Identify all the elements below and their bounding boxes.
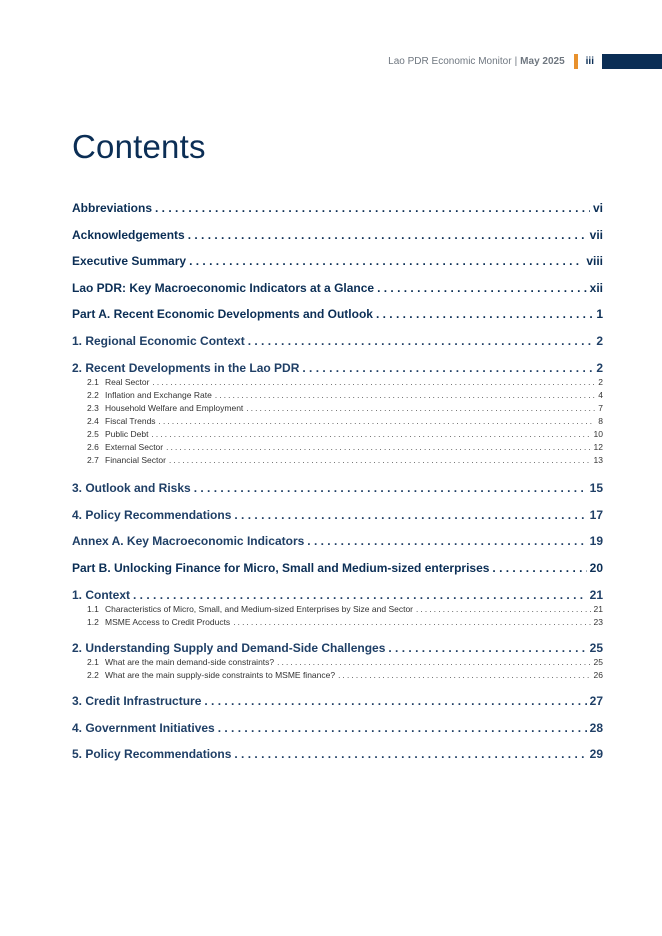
toc-subentry-number: 2.2 [87, 670, 99, 680]
toc-subentry-page: 26 [593, 670, 603, 680]
toc-entry-page: 29 [589, 747, 603, 761]
toc-entry-abbreviations[interactable] [72, 201, 603, 215]
toc-subentry-page: 25 [593, 657, 603, 667]
toc-entry-outlook-risks[interactable] [72, 481, 603, 495]
toc-entry-supply-demand[interactable] [72, 641, 603, 655]
toc-subentry-msme-credit[interactable] [72, 617, 603, 627]
toc-entry-context[interactable] [72, 588, 603, 602]
toc-entry-label: Executive Summary [72, 254, 187, 268]
dot-leader [194, 481, 587, 495]
toc-entry-label: Part B. Unlocking Finance for Micro, Small and Medium-sized enterprises [72, 561, 490, 575]
dot-leader [166, 443, 590, 452]
toc-entry-label: Abbreviations [72, 201, 153, 215]
toc-subentry-page: 21 [593, 604, 603, 614]
toc-subentry-number: 2.3 [87, 403, 99, 413]
toc-subentry-page: 23 [593, 617, 603, 627]
toc-entry-page: 1 [596, 307, 603, 321]
toc-subentry-label: Real Sector [105, 377, 150, 387]
toc-entry-page: viii [586, 254, 603, 268]
toc-subentry-msme-characteristics[interactable] [72, 604, 603, 614]
dot-leader [302, 361, 593, 375]
toc-entry-label: 3. Outlook and Risks [72, 481, 191, 495]
toc-subentry-household-welfare[interactable] [72, 403, 603, 413]
toc-subentry-page: 10 [593, 429, 603, 439]
toc-subentry-label: Fiscal Trends [105, 416, 156, 426]
toc-subentry-label: External Sector [105, 442, 164, 452]
toc-subentry-external-sector[interactable] [72, 442, 603, 452]
publication-date: May 2025 [520, 56, 565, 67]
toc-entry-government-initiatives[interactable] [72, 721, 603, 735]
toc-entry-page: 17 [589, 508, 603, 522]
toc-entry-label: 4. Government Initiatives [72, 721, 215, 735]
dot-leader [248, 334, 594, 348]
toc-entry-page: 20 [589, 561, 603, 575]
dot-leader [233, 618, 590, 627]
toc-entry-executive-summary[interactable] [72, 254, 603, 268]
dot-leader [307, 534, 586, 548]
toc-entry-label: 2. Recent Developments in the Lao PDR [72, 361, 300, 375]
toc-subentry-page: 13 [593, 455, 603, 465]
toc-subentry-public-debt[interactable] [72, 429, 603, 439]
toc-entry-page: vi [592, 201, 603, 215]
toc-subentry-label: MSME Access to Credit Products [105, 617, 231, 627]
toc-subentry-inflation[interactable] [72, 390, 603, 400]
toc-entry-part-b[interactable] [72, 561, 603, 575]
toc-subentry-page: 12 [593, 442, 603, 452]
toc-subentry-number: 1.2 [87, 617, 99, 627]
toc-entry-regional-context[interactable] [72, 334, 603, 348]
toc-entry-page: 27 [589, 694, 603, 708]
dot-leader [133, 588, 587, 602]
toc-subentry-number: 2.2 [87, 390, 99, 400]
toc-entry-page: 25 [589, 641, 603, 655]
toc-entry-label: 5. Policy Recommendations [72, 747, 232, 761]
toc-subentry-label: Public Debt [105, 429, 149, 439]
dot-leader [376, 307, 593, 321]
toc-subentry-page: 8 [598, 416, 603, 426]
toc-subentry-label: Household Welfare and Employment [105, 403, 244, 413]
toc-subentry-label: What are the main demand-side constraints? [105, 657, 275, 667]
toc-entry-label: Acknowledgements [72, 228, 185, 242]
toc-entry-label: Lao PDR: Key Macroeconomic Indicators at a Glance [72, 281, 375, 295]
toc-entry-label: 3. Credit Infrastructure [72, 694, 202, 708]
toc-entry-annex-a[interactable] [72, 534, 603, 548]
toc-subentry-label: Inflation and Exchange Rate [105, 390, 212, 400]
page-title: Contents [72, 128, 206, 165]
toc-subentry-label: Financial Sector [105, 455, 166, 465]
toc-entry-part-a[interactable] [72, 307, 603, 321]
dot-leader [234, 508, 586, 522]
toc-entry-label: 1. Context [72, 588, 131, 602]
toc-subentry-label: What are the main supply-side constraints to MSME finance? [105, 670, 336, 680]
toc-subentry-page: 7 [598, 403, 603, 413]
toc-subentry-demand-constraints[interactable] [72, 657, 603, 667]
page-number: iii [585, 56, 594, 67]
toc-entry-label: 2. Understanding Supply and Demand-Side Challenges [72, 641, 386, 655]
dot-leader [234, 747, 586, 761]
toc-subentry-number: 2.1 [87, 657, 99, 667]
toc-subentry-page: 4 [598, 390, 603, 400]
toc-entry-page: 19 [589, 534, 603, 548]
toc-subentry-fiscal-trends[interactable] [72, 416, 603, 426]
dot-leader [155, 201, 590, 215]
dot-leader [277, 658, 590, 667]
toc-entry-recent-developments[interactable] [72, 361, 603, 375]
dot-leader [218, 721, 587, 735]
dot-leader [338, 671, 590, 680]
publication-name: Lao PDR Economic Monitor [388, 56, 512, 67]
toc-subentry-number: 1.1 [87, 604, 99, 614]
dot-leader [204, 694, 586, 708]
toc-subentry-page: 2 [598, 377, 603, 387]
toc-entry-label: Part A. Recent Economic Developments and Outlook [72, 307, 373, 321]
running-header [388, 54, 662, 69]
toc-subentry-supply-constraints[interactable] [72, 670, 603, 680]
toc-subentry-financial-sector[interactable] [72, 455, 603, 465]
dot-leader [246, 404, 595, 413]
dot-leader [188, 228, 587, 242]
toc-subentry-number: 2.5 [87, 429, 99, 439]
toc-subentry-label: Characteristics of Micro, Small, and Medium-sized Enterprises by Size and Sector [105, 604, 414, 614]
dot-leader [215, 391, 595, 400]
toc-entry-page: 28 [589, 721, 603, 735]
toc-entry-page: 2 [596, 361, 603, 375]
dot-leader [151, 430, 590, 439]
dot-leader [377, 281, 587, 295]
toc-entry-key-indicators[interactable] [72, 281, 603, 295]
dot-leader [189, 254, 583, 268]
toc-entry-acknowledgements[interactable] [72, 228, 603, 242]
toc-entry-page: vii [589, 228, 603, 242]
dot-leader [492, 561, 586, 575]
toc-entry-page: 15 [589, 481, 603, 495]
toc-entry-label: Annex A. Key Macroeconomic Indicators [72, 534, 305, 548]
header-accent-bar [574, 54, 578, 69]
dot-leader [152, 378, 595, 387]
dot-leader [159, 417, 596, 426]
toc-entry-credit-infrastructure[interactable] [72, 694, 603, 708]
toc-subentry-number: 2.1 [87, 377, 99, 387]
toc-entry-label: 1. Regional Economic Context [72, 334, 245, 348]
toc-entry-page: 2 [596, 334, 603, 348]
header-color-block [602, 54, 662, 69]
toc-entry-page: xii [589, 281, 603, 295]
dot-leader [388, 641, 586, 655]
toc-entry-label: 4. Policy Recommendations [72, 508, 232, 522]
toc-subentry-real-sector[interactable] [72, 377, 603, 387]
toc-subentry-number: 2.6 [87, 442, 99, 452]
header-separator: | [514, 56, 518, 67]
toc-subentry-number: 2.4 [87, 416, 99, 426]
toc-entry-policy-recommendations-b[interactable] [72, 747, 603, 761]
toc-subentry-number: 2.7 [87, 455, 99, 465]
toc-entry-policy-recommendations-a[interactable] [72, 508, 603, 522]
toc-entry-page: 21 [589, 588, 603, 602]
dot-leader [169, 456, 591, 465]
dot-leader [416, 605, 591, 614]
